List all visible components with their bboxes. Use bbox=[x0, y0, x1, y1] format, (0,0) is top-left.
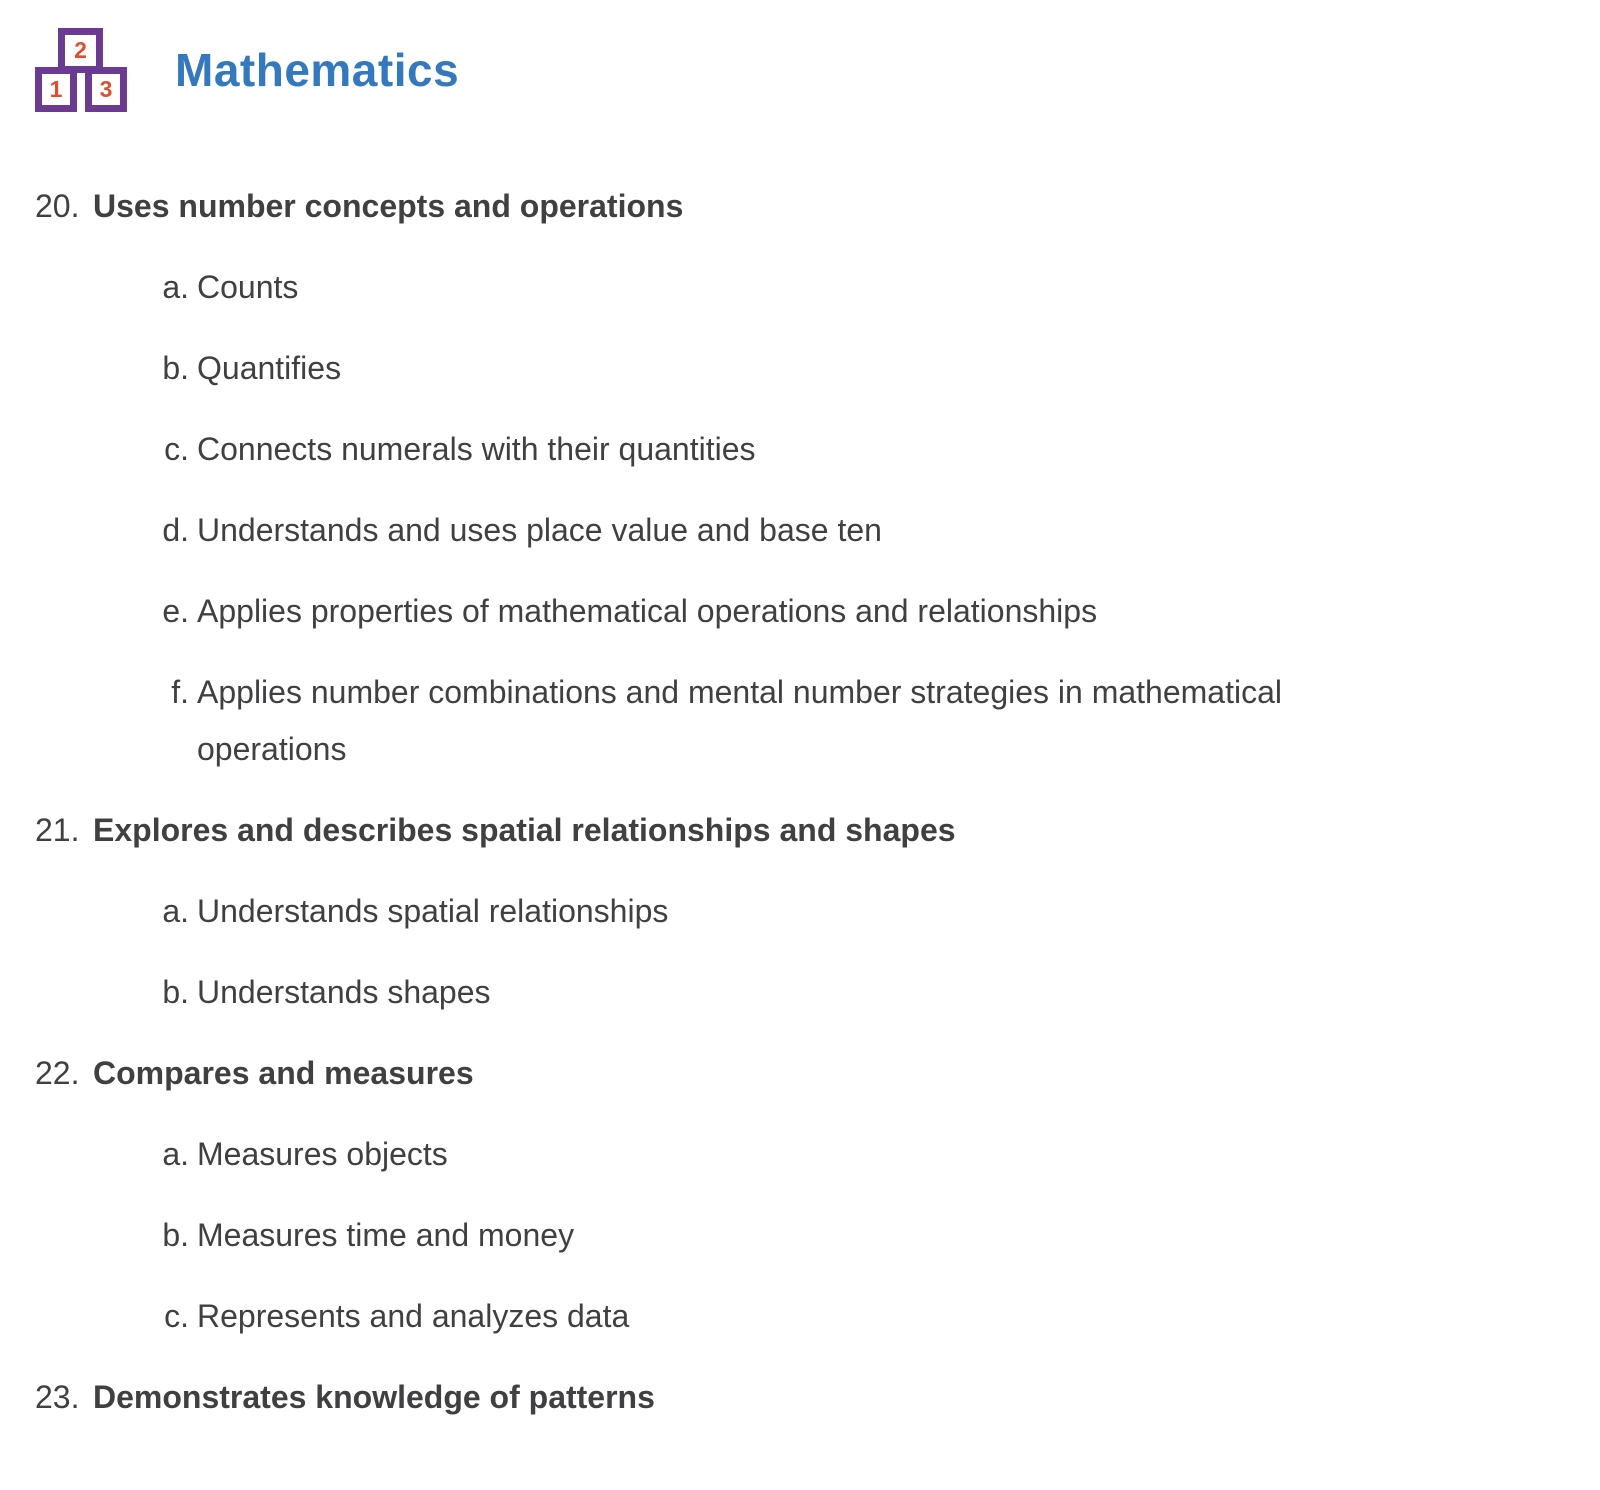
objective-sub-item bbox=[35, 664, 1560, 778]
objective-sub-item bbox=[35, 502, 1560, 559]
sub-item-letter: d. bbox=[162, 512, 189, 548]
objective-sub-item bbox=[35, 964, 1560, 1021]
sub-item-text: Understands and uses place value and base ten bbox=[197, 512, 882, 548]
objective-section-22 bbox=[35, 1045, 1560, 1345]
objective-sub-item bbox=[35, 1207, 1560, 1264]
number-block-1 bbox=[35, 67, 77, 112]
objective-title: Explores and describes spatial relationships and shapes bbox=[93, 812, 956, 848]
sub-item-text: Connects numerals with their quantities bbox=[197, 431, 756, 467]
number-block-3 bbox=[85, 67, 127, 112]
block-number-label: 1 bbox=[49, 76, 63, 102]
sub-item-letter: c. bbox=[164, 1298, 189, 1334]
objective-title: Compares and measures bbox=[93, 1055, 474, 1091]
objective-sub-item bbox=[35, 421, 1560, 478]
objective-sub-item bbox=[35, 883, 1560, 940]
number-block-2 bbox=[58, 28, 103, 73]
sub-item-letter: b. bbox=[162, 974, 189, 1010]
sub-item-text: Counts bbox=[197, 269, 299, 305]
objective-section-20 bbox=[35, 178, 1560, 778]
objective-sub-item bbox=[35, 259, 1560, 316]
sub-item-letter: a. bbox=[162, 269, 189, 305]
math-blocks-icon bbox=[35, 28, 127, 112]
sub-item-letter: b. bbox=[162, 1217, 189, 1253]
page-title: Mathematics bbox=[175, 44, 460, 96]
sub-item-letter: e. bbox=[162, 593, 189, 629]
objective-heading bbox=[35, 1369, 1560, 1426]
objective-number: 21. bbox=[35, 812, 80, 848]
objective-heading bbox=[35, 1045, 1560, 1102]
objective-title: Uses number concepts and operations bbox=[93, 188, 684, 224]
objective-number: 20. bbox=[35, 188, 80, 224]
page-header bbox=[35, 28, 1560, 112]
objective-number: 23. bbox=[35, 1379, 80, 1415]
sub-item-text: Applies number combinations and mental number strategies in mathematical operations bbox=[197, 674, 1282, 767]
objective-sub-item bbox=[35, 1126, 1560, 1183]
sub-item-text: Measures objects bbox=[197, 1136, 448, 1172]
sub-item-text: Understands spatial relationships bbox=[197, 893, 669, 929]
objective-sub-item bbox=[35, 583, 1560, 640]
sub-item-letter: b. bbox=[162, 350, 189, 386]
objective-heading bbox=[35, 802, 1560, 859]
sub-item-text: Measures time and money bbox=[197, 1217, 575, 1253]
sub-item-text: Represents and analyzes data bbox=[197, 1298, 630, 1334]
sub-item-letter: a. bbox=[162, 893, 189, 929]
sub-item-text: Quantifies bbox=[197, 350, 342, 386]
objective-sub-item bbox=[35, 1288, 1560, 1345]
block-number-label: 2 bbox=[74, 37, 87, 63]
objective-section-23 bbox=[35, 1369, 1560, 1426]
objectives-list bbox=[35, 178, 1560, 1426]
block-number-label: 3 bbox=[99, 76, 113, 102]
objective-sub-item bbox=[35, 340, 1560, 397]
objective-heading bbox=[35, 178, 1560, 235]
sub-item-text: Understands shapes bbox=[197, 974, 491, 1010]
objective-title: Demonstrates knowledge of patterns bbox=[93, 1379, 655, 1415]
sub-item-letter: a. bbox=[162, 1136, 189, 1172]
objective-number: 22. bbox=[35, 1055, 80, 1091]
sub-item-letter: c. bbox=[164, 431, 189, 467]
sub-item-text: Applies properties of mathematical operations and relationships bbox=[197, 593, 1098, 629]
sub-item-letter: f. bbox=[171, 674, 189, 710]
objective-section-21 bbox=[35, 802, 1560, 1021]
